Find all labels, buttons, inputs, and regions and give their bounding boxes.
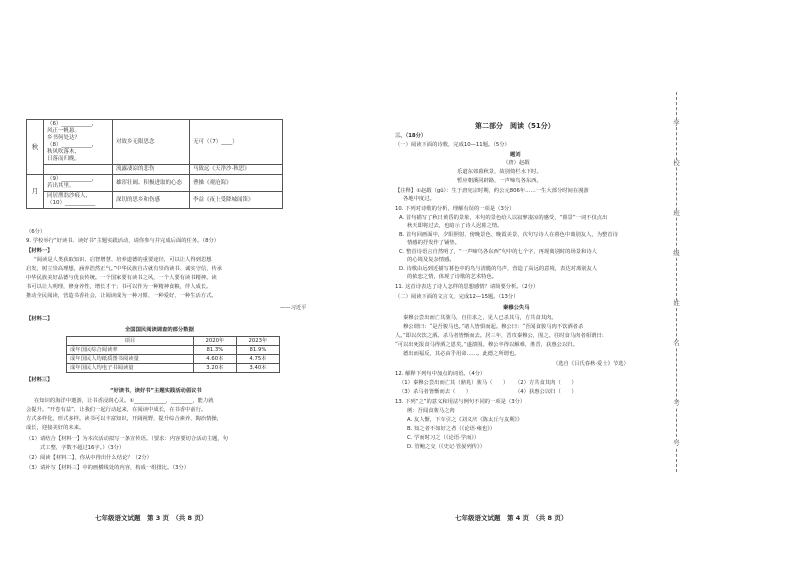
survey-title: 全国国民阅读调查的部分数据 xyxy=(125,327,194,333)
text-line: 德出而福反，其必由乎用命……。此德之所谓也。 xyxy=(403,351,520,357)
option-c: C. 学而时习之（《论语·学而》） xyxy=(407,435,480,441)
question-13: 13. 下列“之”的意义和用法与例句不同的一项是（3分） xyxy=(395,399,526,405)
page-footer: 七年级语文试题 第 4 页 （共 8 页） xyxy=(455,514,568,522)
table-cell xyxy=(44,175,113,192)
option-b: B. 知之者不如好之者（《论语·雍也》） xyxy=(407,426,496,432)
proposal-line: 方式多样化，形式多样。读书可以丰富知识，开阔视野，提升综合素养，陶冶情操， xyxy=(26,416,222,422)
table-row xyxy=(27,120,283,165)
text-line: 穆公谓曰：“是吾骏马也。”诸人皆惧而起。穆公曰：“吾闻食骏马肉不饮酒者杀 xyxy=(403,324,584,330)
table-cell: 对故乡无限思念 xyxy=(113,120,190,165)
material-1-line: 启发，树立崇高理想，涵养浩然正气。”中华民族自古就有崇尚读书、诚实守信，传承 xyxy=(26,266,223,272)
binding-label: 级 xyxy=(673,249,680,257)
season-cell-moon: 月 xyxy=(27,175,44,209)
question-9-3: （3）请补写【材料三】中的画横线处的内容，构成一组排比。（3分） xyxy=(26,465,189,471)
material-1-line: “阅读是人类获取知识、启智增慧、培养道德的重要途径，可以让人得到思想 xyxy=(34,257,212,263)
question-12-item: （3）杀马者皆惭而去（ ） xyxy=(399,389,472,395)
right-page xyxy=(395,0,794,561)
poem-line: 乐道东郊暮秋景，故别倚栏水下时。 xyxy=(457,169,542,175)
table-cell: 雄浑壮阔、积极进取的心态 xyxy=(113,175,190,192)
table-cell xyxy=(44,120,113,165)
section-title: 第二部分 阅读（51分） xyxy=(475,122,555,130)
material-1-line: 推动全民阅读，营造书香社会，让阅读成为一种习惯、一种爱好、一种生活方式。 xyxy=(26,293,217,299)
question-11: 11. 这首诗表达了诗人怎样的思想感情？请简要分析。（2分） xyxy=(395,284,539,290)
poem-note-cont: 各地中度过。 xyxy=(403,196,435,202)
page-footer: 七年级语文试题 第 3 页 （共 8 页） xyxy=(95,514,208,522)
score-line: （6分） xyxy=(26,229,46,235)
option-d: D. 诗歌由远到近描写暮色中的鸟与清脆的鸟声，营造了高远的意境，表达对离别友人 xyxy=(399,266,598,272)
table-cell: 李益《夜上受降城闻笛》 xyxy=(190,192,283,209)
table-row xyxy=(67,346,280,355)
text-line: 秦穆公尝出而亡其骏马，自往求之，见人已杀其马，方共食其肉。 xyxy=(403,315,557,321)
table-row xyxy=(67,364,280,373)
binding-label: 姓 xyxy=(673,299,680,307)
table-cell: 81.3% xyxy=(193,346,236,355)
text-title: 秦穆公失马 xyxy=(503,305,530,311)
binding-label: 名 xyxy=(673,339,680,347)
option-c-cont: 的心境及复杂情感。 xyxy=(407,257,455,263)
table-row xyxy=(27,192,283,209)
option-b: B. 首句回画面中，夕阳照射、傍晚景色、晚霞美景，次句写诗人在暮色中离别友人，为整首诗 xyxy=(399,232,618,238)
table-row xyxy=(27,165,283,175)
table-cell: 4.60本 xyxy=(193,355,236,364)
proposal-line: 在知识的海洋中遨游，让书香浸润心灵。①____________，________，能力就 xyxy=(34,398,214,404)
material-1-line: 书可以让人明理，修身养性，增长才干；书可以作为一种精神食粮，伴人成长。 xyxy=(26,284,212,290)
proposal-title: “好读书，读好书”主题实践活动倡议书 xyxy=(110,388,202,394)
option-a-cont: 秋天即将过去，也暗示了诗人迟暮之情。 xyxy=(407,223,503,229)
table-header: 2023年 xyxy=(236,337,279,346)
table-cell xyxy=(44,165,113,175)
material-1-source: ——习近平 xyxy=(280,305,307,311)
table-cell xyxy=(44,192,113,209)
table-cell: 深切的思乡和伤感 xyxy=(113,192,190,209)
material-3-label: 【材料三】 xyxy=(26,377,53,383)
text-source: （选自《吕氏春秋·爱士》节选） xyxy=(553,361,629,367)
table-cell: 成年国民综合阅读率 xyxy=(67,346,194,355)
question-12: 12. 解释下列句中加点的词语。（4分） xyxy=(395,371,486,377)
table-cell: 成年国民人均纸质图书阅读量 xyxy=(67,355,194,364)
proposal-line: 成长，迎接美好的未来。 xyxy=(26,425,85,431)
text-line: “可以出死报食马得酒之恩矣。”遂溃围。穆公卒得以解难，胜晋，获惠公以归。 xyxy=(395,342,578,348)
table-cell: 81.9% xyxy=(236,346,279,355)
poem-note: 【注释】①赵嘏（gǔ）：生于唐宪宗时期，约公元806年……一生大部分时间在漫游 xyxy=(395,188,589,194)
option-b-cont: 情感的抒发作了铺垫。 xyxy=(407,240,460,246)
question-12-item: （2）方共食其肉（ ） xyxy=(515,380,577,386)
table-cell-text: 同居渔翁沙痕人， （10）___________ xyxy=(47,193,96,206)
poem-recitation-table xyxy=(26,119,283,209)
table-cell: 4.75本 xyxy=(236,355,279,364)
survey-table xyxy=(66,336,280,373)
question-10: 10. 下列对诗歌的分析，理解有误的一项是（3分） xyxy=(395,206,515,212)
question-13-example: 例：吾闻食骏马之肉 xyxy=(407,408,455,414)
question-9-1: （1）请结合【材料一】为本次活动拟写一条宣传语。（要求：内容要切合活动主题，句 xyxy=(26,436,229,442)
material-1-label: 【材料一】 xyxy=(26,248,53,254)
part-3-sub: （一）阅读下面的诗歌，完成10—11题。（5分） xyxy=(395,142,510,148)
table-cell: 3.40本 xyxy=(236,364,279,373)
table-cell: 马致远《天净沙·秋思》 xyxy=(190,165,283,175)
poem-line: 暂应朝溪同辟路，一声啼鸟各东西。 xyxy=(457,178,542,184)
part-3-heading: 三、（18分） xyxy=(395,133,427,139)
text-line: 人。”即以次饮之酒。杀马者皆惭而去。居三年，晋攻秦穆公，围之。往时食马肉者相谓曰： xyxy=(395,333,607,339)
binding-label: 学 xyxy=(673,119,680,127)
table-cell: 曹操《观沧海》 xyxy=(190,175,283,192)
material-1-line: 中华民族美好品德与优良传统。一个国家要有读书之风，一个人要有读书精神。读 xyxy=(26,275,217,281)
question-12-item: （1）秦穆公尝出而亡其（鼎兆）骏马（ ） xyxy=(399,380,509,386)
question-9-2: （2）阅读【材料二】，你从中得出什么结论？（2分） xyxy=(26,455,152,461)
table-cell: 流露凄凉的悲伤 xyxy=(113,165,190,175)
proposal-line: 会提升。“开卷有益”，让我们一起行动起来，在阅读中成长，在书香中前行。 xyxy=(26,407,207,413)
season-cell-autumn: 秋 xyxy=(27,120,44,175)
table-header: 2020年 xyxy=(193,337,236,346)
table-row xyxy=(67,355,280,364)
question-9: 9. 学校举行“好读书、读好书”主题实践活动，请你参与并完成后面的任务。（8分） xyxy=(26,238,220,244)
binding-label: 班 xyxy=(673,209,680,217)
poem-title: 题刘 xyxy=(510,152,521,158)
part-3-2-heading: （二）阅读下面的文言文，完成12—15题。（13分） xyxy=(395,294,519,300)
left-page xyxy=(0,0,395,561)
option-d-cont: 的依恋之情，体现了诗歌的艺术特色。 xyxy=(407,274,498,280)
binding-label: 号 xyxy=(673,439,680,447)
table-header: 项目 xyxy=(67,337,194,346)
table-row xyxy=(27,175,283,192)
table-cell: 成年国民人均电子书阅读量 xyxy=(67,364,194,373)
table-header-row xyxy=(67,337,280,346)
poem-author: （唐）赵嘏 xyxy=(503,160,530,166)
binding-label: 校 xyxy=(673,159,680,167)
option-a: A. 首句描写了秋日黄昏的景象，本句的景色给人以寂寥凄凉的感受，“暮景”一词不仅点出 xyxy=(399,215,608,221)
option-a: A. 友人惭，下车引之《刘义庆《陈太丘与友期》》 xyxy=(407,417,523,423)
question-9-1-cont: 式工整，字数不超过16字。）（3分） xyxy=(40,445,125,451)
binding-dashed-line xyxy=(676,92,677,472)
table-cell-text: （6）___________， 风正一帆悬。 乡书何处达？ （8）___________， 秋风吹落木， 日落而归晚。 xyxy=(47,121,98,162)
table-cell: 3.20本 xyxy=(193,364,236,373)
table-cell: 无可（（7）____） xyxy=(190,120,283,165)
table-cell-text: （9）___________， 若出其里。 xyxy=(47,176,98,189)
question-12-item: （4）获惠公以归（ ） xyxy=(515,389,577,395)
material-2-label: 【材料二】 xyxy=(26,316,53,322)
option-d: D. 管鲍之交（《史记·管晏列传》） xyxy=(407,444,485,450)
option-c: C. 整首诗语言自然明了，“一声啼鸟各东西”句中的七个字，再现离别时的场景和诗人 xyxy=(399,249,597,255)
binding-label: 考 xyxy=(673,399,680,407)
